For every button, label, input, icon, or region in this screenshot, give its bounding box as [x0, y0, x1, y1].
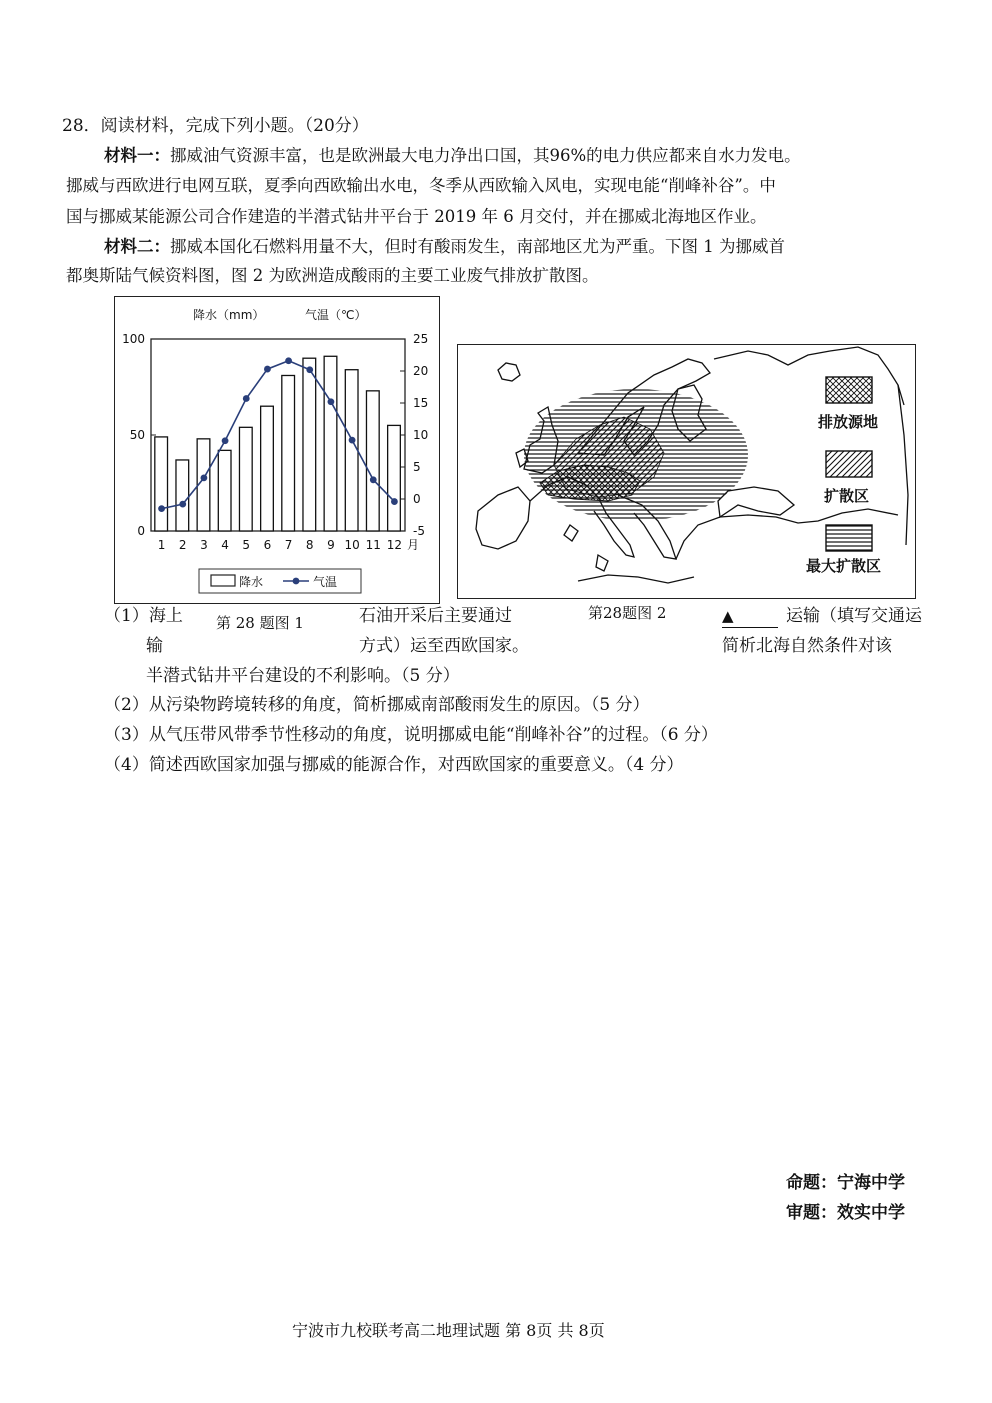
q1-part-g: 半潜式钻井平台建设的不利影响。（5 分） — [146, 666, 460, 686]
legend-max-diffusion-label: 最大扩散区 — [806, 557, 882, 575]
material-2-text-1: 挪威本国化石燃料用量不大，但时有酸雨发生，南部地区尤为严重。下图 1 为挪威首 — [170, 237, 785, 256]
material-1-text-1: 挪威油气资源丰富，也是欧洲最大电力净出口国，其96%的电力供应都来自水力发电。 — [170, 146, 801, 165]
legend-precip-label: 降水 — [239, 575, 264, 589]
temperature-point — [201, 474, 208, 481]
plot-area — [122, 332, 428, 552]
legend-max-diffusion-swatch — [826, 525, 872, 551]
temperature-point — [370, 476, 377, 483]
material-1-line-2: 挪威与西欧进行电网互联，夏季向西欧输出水电，冬季从西欧输入风电，实现电能“削峰补谷”。中 — [66, 176, 776, 195]
precip-bar — [388, 425, 401, 531]
legend-diffusion-swatch — [826, 451, 872, 477]
material-1-line-1 — [104, 140, 801, 171]
material-2-line-1 — [104, 231, 785, 262]
material-1-line-3: 国与挪威某能源公司合作建造的半潜式钻井平台于 2019 年 6 月交付，并在挪威北海地区作业。 — [66, 207, 767, 226]
q1-part-d: 方式）运至西欧国家。 — [359, 636, 529, 656]
x-tick-label: 2 — [178, 538, 187, 552]
material-2-label: 材料二： — [104, 237, 170, 256]
x-tick-label: 6 — [263, 538, 272, 552]
legend-diffusion-label: 扩散区 — [824, 487, 870, 505]
figure-1-caption: 第 28 题图 1 — [216, 614, 304, 632]
reviewer-credit: 审题：效实中学 — [786, 1203, 905, 1223]
right-axis-title: 气温（℃） — [305, 308, 367, 322]
figure-1-climate-chart — [114, 296, 440, 604]
precip-bar — [282, 375, 295, 531]
figure-2-caption: 第28题图 2 — [588, 604, 667, 622]
author-credit: 命题：宁海中学 — [786, 1173, 905, 1193]
temperature-point — [243, 395, 250, 402]
legend-emission-label: 排放源地 — [818, 413, 879, 431]
x-tick-label: 5 — [242, 538, 251, 552]
legend-precip-swatch — [211, 575, 235, 586]
right-tick-label: 15 — [413, 396, 429, 410]
right-tick-label: 20 — [413, 364, 429, 378]
temperature-point — [285, 357, 292, 364]
left-tick-label: 100 — [122, 332, 145, 346]
q1-part-e: 运输（填写交通运 — [786, 606, 922, 626]
temperature-point — [328, 398, 335, 405]
x-tick-label: 9 — [327, 538, 335, 552]
right-tick-label: 5 — [413, 460, 421, 474]
precip-bar — [303, 358, 316, 531]
legend-temp-label: 气温 — [313, 575, 338, 589]
legend-temp-marker — [293, 578, 300, 585]
temperature-point — [222, 437, 229, 444]
question-title: 28．阅读材料，完成下列小题。（20分） — [62, 116, 369, 136]
x-unit-label: 月 — [407, 538, 420, 552]
left-axis-title: 降水（mm） — [193, 308, 265, 322]
temperature-point — [264, 366, 271, 373]
temperature-point — [349, 437, 356, 444]
left-tick-label: 0 — [137, 524, 145, 538]
figure-2-europe-map — [457, 344, 916, 599]
right-tick-label: 0 — [413, 492, 421, 506]
page-footer: 宁波市九校联考高二地理试题 第 8页 共 8页 — [292, 1321, 605, 1340]
precip-bar — [261, 406, 274, 531]
legend-emission-swatch — [826, 377, 872, 403]
x-tick-label: 8 — [305, 538, 314, 552]
precip-bar — [324, 356, 337, 531]
precip-bar — [345, 370, 358, 531]
material-2-line-2: 都奥斯陆气候资料图，图 2 为欧洲造成酸雨的主要工业废气排放扩散图。 — [66, 266, 599, 285]
right-tick-label: -5 — [413, 524, 425, 538]
q1-part-f: 简析北海自然条件对该 — [722, 636, 892, 656]
q1-part-b: 输 — [146, 636, 163, 656]
right-tick-label: 25 — [413, 332, 429, 346]
climate-chart-svg — [115, 297, 439, 603]
left-tick-label: 50 — [129, 428, 145, 442]
x-tick-label: 4 — [221, 538, 229, 552]
q1-blank-marker: ▲ — [722, 607, 734, 625]
x-tick-label: 1 — [157, 538, 166, 552]
temperature-point — [179, 501, 186, 508]
temperature-point — [391, 498, 398, 505]
precip-bar — [218, 450, 231, 531]
precip-bar — [366, 391, 379, 531]
x-tick-label: 7 — [284, 538, 293, 552]
q3-text: （3）从气压带风带季节性移动的角度，说明挪威电能“削峰补谷”的过程。（6 分） — [104, 725, 718, 745]
x-tick-label: 12 — [386, 538, 403, 552]
precip-bar — [239, 427, 252, 531]
q1-part-a: （1）海上 — [104, 606, 183, 626]
q1-part-c: 石油开采后主要通过 — [359, 606, 512, 626]
temperature-point — [306, 366, 313, 373]
precip-bar — [176, 460, 189, 531]
q1-answer-blank — [722, 601, 778, 628]
precip-bar — [155, 437, 168, 531]
right-tick-label: 10 — [413, 428, 429, 442]
x-tick-label: 3 — [200, 538, 208, 552]
q4-text: （4）简述西欧国家加强与挪威的能源合作，对西欧国家的重要意义。（4 分） — [104, 755, 684, 775]
europe-map-svg — [458, 345, 915, 598]
x-tick-label: 11 — [365, 538, 381, 552]
q2-text: （2）从污染物跨境转移的角度，简析挪威南部酸雨发生的原因。（5 分） — [104, 695, 650, 715]
temperature-point — [158, 505, 165, 512]
material-1-label: 材料一： — [104, 146, 170, 165]
x-tick-label: 10 — [344, 538, 360, 552]
temperature-line — [162, 361, 395, 509]
